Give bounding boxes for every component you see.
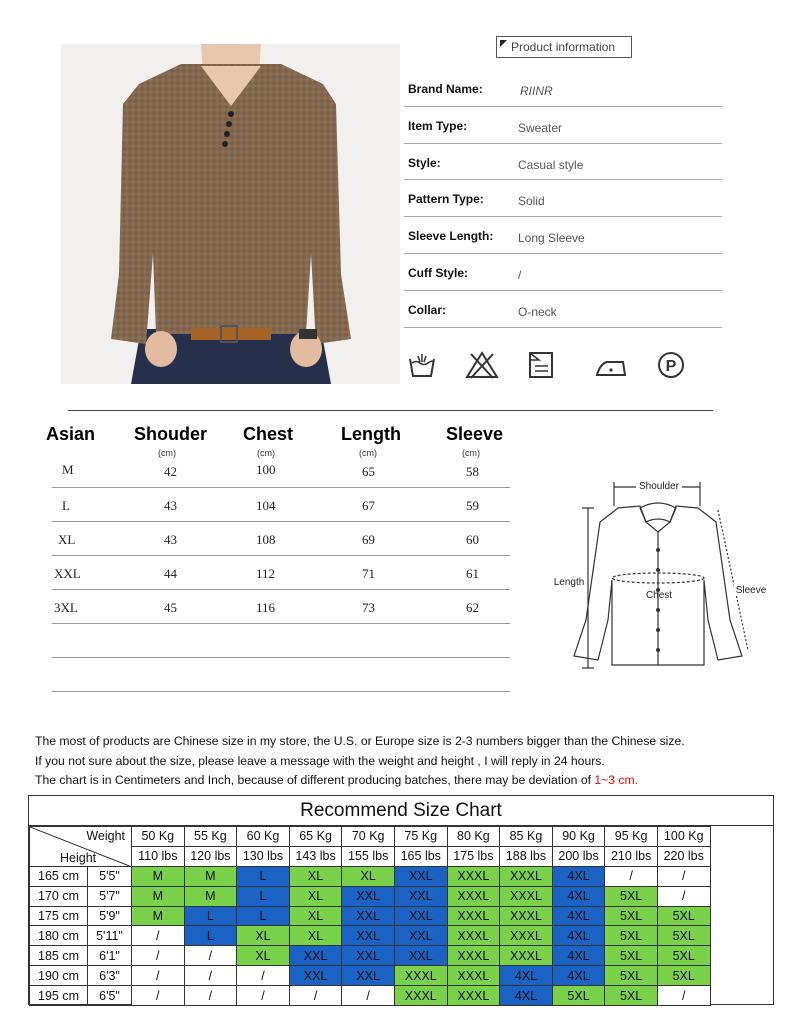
- table-row-empty: [52, 658, 510, 692]
- size-cell: XXXL: [447, 926, 500, 946]
- size-cell: XXL: [394, 906, 447, 926]
- note-line: [35, 771, 685, 791]
- product-photo: [61, 44, 400, 384]
- size-header-chest: Chest: [243, 424, 294, 444]
- size-cell: L: [237, 886, 290, 906]
- size-cell: XXXL: [500, 926, 553, 946]
- height-label: Height: [60, 850, 97, 865]
- size-cell: M: [132, 906, 185, 926]
- size-cell: XXXL: [447, 986, 500, 1006]
- weight-kg-header: 95 Kg: [605, 827, 658, 847]
- info-value: O-neck: [518, 304, 557, 319]
- size-cell: 4XL: [552, 926, 605, 946]
- height-ft: 5'5": [88, 866, 132, 886]
- size-cell: XL: [289, 906, 342, 926]
- size-cell: /: [605, 866, 658, 886]
- weight-kg-header: 70 Kg: [342, 827, 395, 847]
- size-cell: XXXL: [447, 886, 500, 906]
- size-cell: 4XL: [552, 886, 605, 906]
- weight-lbs-header: 188 lbs: [500, 846, 553, 866]
- size-cell: /: [132, 926, 185, 946]
- size-cell: 59: [466, 498, 479, 513]
- size-cell: XXL: [394, 866, 447, 886]
- size-cell: XL: [289, 866, 342, 886]
- size-cell: XXL: [342, 966, 395, 986]
- size-cell: L: [184, 906, 237, 926]
- size-cell: /: [289, 986, 342, 1006]
- size-cell: 60: [466, 532, 479, 547]
- note-line: If you not sure about the size, please leave a message with the weight and height , I will reply in 24 hours.: [35, 753, 605, 768]
- info-value: /: [518, 267, 522, 282]
- size-cell: 104: [256, 498, 276, 513]
- table-row: [30, 946, 711, 966]
- size-cell: XXL: [289, 966, 342, 986]
- info-label: Sleeve Length:: [408, 229, 494, 244]
- diagram-chest-label: Chest: [645, 590, 673, 601]
- size-cell: L: [184, 926, 237, 946]
- height-cm: 170 cm: [30, 886, 88, 906]
- size-cell: 67: [362, 498, 375, 513]
- size-cell: 4XL: [552, 866, 605, 886]
- size-cell: 61: [466, 566, 479, 581]
- dry-clean-p-icon: [657, 350, 687, 380]
- size-cell: /: [184, 966, 237, 986]
- size-cell: XXL: [54, 566, 81, 581]
- info-value: Casual style: [518, 157, 584, 172]
- table-row-empty: [52, 624, 510, 658]
- size-cell: /: [132, 966, 185, 986]
- weight-kg-header: 100 Kg: [657, 827, 710, 847]
- size-cell: XXXL: [500, 886, 553, 906]
- info-row-brand: [404, 70, 722, 107]
- size-header-shoulder: Shouder: [134, 424, 208, 444]
- size-cell: XXXL: [447, 946, 500, 966]
- table-row: [52, 556, 510, 590]
- size-cell: /: [342, 986, 395, 1006]
- size-notes: [35, 732, 685, 791]
- care-icons: [405, 350, 705, 384]
- weight-kg-header: 75 Kg: [394, 827, 447, 847]
- unit-label: (cm): [257, 448, 275, 458]
- size-header-sleeve: Sleeve: [446, 424, 504, 444]
- size-cell: M: [184, 886, 237, 906]
- size-cell: XXL: [289, 946, 342, 966]
- table-row: [30, 986, 711, 1006]
- weight-lbs-header: 175 lbs: [447, 846, 500, 866]
- size-cell: 5XL: [657, 946, 710, 966]
- size-cell: /: [184, 946, 237, 966]
- size-cell: 4XL: [552, 946, 605, 966]
- weight-kg-header: 90 Kg: [552, 827, 605, 847]
- size-cell: 5XL: [605, 886, 658, 906]
- size-cell: 45: [164, 600, 177, 615]
- size-cell: XXL: [394, 926, 447, 946]
- dry-flat-icon: [527, 350, 557, 380]
- table-row: [52, 454, 510, 488]
- size-cell: XXXL: [394, 966, 447, 986]
- weight-kg-header: 50 Kg: [132, 827, 185, 847]
- info-label: Brand Name:: [408, 82, 483, 96]
- weight-kg-header: 55 Kg: [184, 827, 237, 847]
- recommend-grid: [29, 826, 711, 1006]
- size-cell: XXXL: [447, 906, 500, 926]
- size-cell: XXXL: [447, 866, 500, 886]
- size-cell: /: [132, 986, 185, 1006]
- product-info-list: [404, 70, 722, 328]
- size-cell: XXXL: [447, 966, 500, 986]
- unit-label: (cm): [158, 448, 176, 458]
- table-row: [30, 906, 711, 926]
- size-header-asian: Asian: [46, 424, 96, 444]
- size-cell: M: [184, 866, 237, 886]
- size-cell: XXL: [342, 886, 395, 906]
- weight-kg-header: 65 Kg: [289, 827, 342, 847]
- weight-lbs-header: 200 lbs: [552, 846, 605, 866]
- unit-label: (cm): [462, 448, 480, 458]
- size-cell: 100: [256, 462, 276, 477]
- weight-lbs-header: 220 lbs: [657, 846, 710, 866]
- size-cell: XL: [58, 532, 76, 547]
- info-row-pattern: [404, 180, 722, 217]
- size-cell: XXL: [394, 886, 447, 906]
- info-label: Item Type:: [408, 118, 468, 133]
- note-line: The most of products are Chinese size in my store, the U.S. or Europe size is 2-3 numbers bigger than the Chinese size.: [35, 734, 685, 748]
- info-value: Long Sleeve: [518, 231, 585, 246]
- svg-text:P: P: [665, 358, 677, 375]
- note-text: The chart is in Centimeters and Inch, because of different producing batches, there may be deviation of: [35, 773, 595, 787]
- size-cell: XL: [289, 926, 342, 946]
- product-info-title-text: Product information: [511, 40, 616, 54]
- size-cell: /: [657, 886, 710, 906]
- size-cell: XL: [237, 946, 290, 966]
- height-cm: 175 cm: [30, 906, 88, 926]
- recommend-size-chart: [28, 795, 774, 1005]
- no-bleach-icon: [465, 350, 495, 380]
- weight-lbs-header: 130 lbs: [237, 846, 290, 866]
- weight-lbs-header: 155 lbs: [342, 846, 395, 866]
- table-row: [30, 926, 711, 946]
- product-info-title: [496, 36, 632, 58]
- height-ft: 5'11": [88, 926, 132, 946]
- size-cell: XL: [342, 866, 395, 886]
- size-cell: 5XL: [605, 986, 658, 1006]
- info-row-cuff: [404, 254, 722, 291]
- height-ft: 6'5": [88, 986, 132, 1006]
- size-cell: /: [132, 946, 185, 966]
- diagram-sleeve-label: Sleeve: [735, 585, 767, 596]
- size-cell: M: [62, 462, 74, 477]
- size-cell: /: [657, 986, 710, 1006]
- size-cell: 62: [466, 600, 479, 615]
- weight-lbs-header: 210 lbs: [605, 846, 658, 866]
- weight-kg-header: 60 Kg: [237, 827, 290, 847]
- info-value: Sweater: [518, 120, 563, 135]
- size-cell: 5XL: [605, 966, 658, 986]
- info-row-sleeve: [404, 217, 722, 254]
- height-cm: 190 cm: [30, 966, 88, 986]
- hand-wash-icon: [407, 350, 437, 380]
- info-label: Cuff Style:: [408, 265, 468, 280]
- weight-lbs-header: 165 lbs: [394, 846, 447, 866]
- height-cm: 195 cm: [30, 986, 88, 1006]
- size-cell: 4XL: [552, 906, 605, 926]
- table-row: [30, 866, 711, 886]
- size-cell: XXXL: [500, 906, 553, 926]
- size-cell: 5XL: [605, 926, 658, 946]
- size-cell: 5XL: [657, 926, 710, 946]
- size-cell: XXXL: [500, 946, 553, 966]
- size-cell: /: [184, 986, 237, 1006]
- size-cell: /: [237, 966, 290, 986]
- info-label: Pattern Type:: [408, 192, 484, 207]
- height-ft: 6'3": [88, 966, 132, 986]
- size-cell: 58: [466, 464, 479, 479]
- info-label: Style:: [408, 155, 441, 170]
- size-cell: /: [657, 866, 710, 886]
- size-cell: 43: [164, 532, 177, 547]
- weight-kg-header: 85 Kg: [500, 827, 553, 847]
- height-cm: 185 cm: [30, 946, 88, 966]
- size-cell: 4XL: [500, 966, 553, 986]
- size-cell: L: [237, 866, 290, 886]
- weight-lbs-header: 120 lbs: [184, 846, 237, 866]
- size-cell: L: [62, 498, 70, 513]
- weight-kg-header: 80 Kg: [447, 827, 500, 847]
- section-divider: [68, 410, 713, 411]
- size-cell: 5XL: [552, 986, 605, 1006]
- height-ft: 5'9": [88, 906, 132, 926]
- weight-label: Weight: [86, 829, 125, 843]
- size-cell: XXL: [342, 946, 395, 966]
- weight-lbs-header: 110 lbs: [132, 846, 185, 866]
- info-label: Collar:: [408, 302, 447, 317]
- size-cell: 108: [256, 532, 276, 547]
- table-row: [30, 886, 711, 906]
- size-cell: 4XL: [552, 966, 605, 986]
- size-cell: XXXL: [394, 986, 447, 1006]
- height-cm: 180 cm: [30, 926, 88, 946]
- table-row: [30, 966, 711, 986]
- size-cell: 71: [362, 566, 375, 581]
- size-cell: 4XL: [500, 986, 553, 1006]
- info-row-style: [404, 144, 722, 181]
- size-cell: XXL: [394, 946, 447, 966]
- size-cell: 5XL: [657, 966, 710, 986]
- diagram-shoulder-label: Shoulder: [638, 481, 680, 492]
- table-row: [52, 488, 510, 522]
- size-cell: 5XL: [657, 906, 710, 926]
- weight-height-corner: [30, 827, 132, 867]
- size-cell: 69: [362, 532, 375, 547]
- size-cell: 116: [256, 600, 276, 615]
- info-row-collar: [404, 291, 722, 328]
- size-cell: 5XL: [605, 906, 658, 926]
- low-iron-icon: [595, 350, 625, 380]
- recommend-title: Recommend Size Chart: [29, 796, 773, 826]
- size-cell: 3XL: [54, 600, 78, 615]
- size-cell: 73: [362, 600, 375, 615]
- size-cell: XL: [237, 926, 290, 946]
- size-header-length: Length: [341, 424, 401, 444]
- size-cell: L: [237, 906, 290, 926]
- size-cell: XL: [289, 886, 342, 906]
- deviation-highlight: 1~3 cm.: [594, 773, 639, 787]
- size-cell: 65: [362, 464, 375, 479]
- info-value: RIINR: [520, 84, 553, 98]
- size-cell: 42: [164, 464, 177, 479]
- size-cell: M: [132, 886, 185, 906]
- flag-icon: [500, 40, 507, 47]
- size-cell: M: [132, 866, 185, 886]
- size-cell: /: [237, 986, 290, 1006]
- info-value: Solid: [518, 194, 545, 209]
- table-row: [52, 522, 510, 556]
- height-ft: 6'1": [88, 946, 132, 966]
- size-cell: XXXL: [500, 866, 553, 886]
- weight-lbs-header: 143 lbs: [289, 846, 342, 866]
- size-cell: XXL: [342, 906, 395, 926]
- size-cell: 112: [256, 566, 276, 581]
- measurement-diagram: [548, 470, 770, 675]
- height-ft: 5'7": [88, 886, 132, 906]
- table-row: [52, 590, 510, 624]
- size-cell: 43: [164, 498, 177, 513]
- info-row-item-type: [404, 107, 722, 144]
- size-cell: 5XL: [605, 946, 658, 966]
- size-cell: 44: [164, 566, 177, 581]
- unit-label: (cm): [359, 448, 377, 458]
- height-cm: 165 cm: [30, 866, 88, 886]
- size-cell: XXL: [342, 926, 395, 946]
- diagram-length-label: Length: [553, 577, 585, 588]
